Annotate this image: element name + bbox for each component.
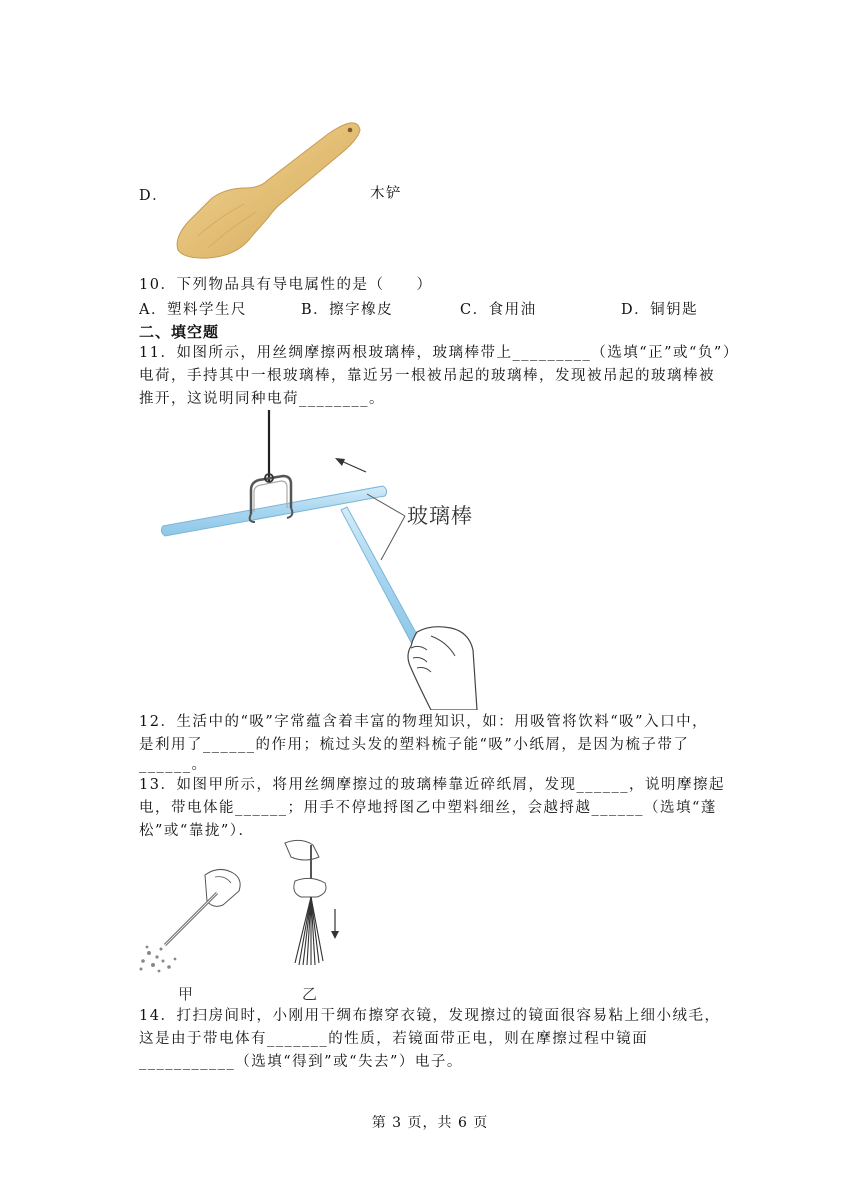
question-14-line-2: 这是由于带电体有_______的性质，若镜面带正电，则在摩擦过程中镜面 [139, 1031, 649, 1047]
wooden-spatula-image [168, 118, 368, 263]
option-c: C．食用油 [460, 302, 537, 318]
question-11-line-3: 推开，这说明同种电荷________。 [139, 391, 385, 407]
page-footer: 第 3 页，共 6 页 [371, 1115, 489, 1131]
option-a: A．塑料学生尺 [139, 302, 247, 318]
question-11-line-1: 11．如图所示，用丝绸摩擦两根玻璃棒，玻璃棒带上_________（选填“正”或“负”） [139, 345, 739, 361]
question-10-options [139, 298, 739, 320]
glass-rod-label: 玻璃棒 [407, 504, 473, 528]
question-14-line-3: ___________（选填“得到”或“失去”）电子。 [139, 1054, 463, 1070]
question-14-line-1: 14．打扫房间时，小刚用干绸布擦穿衣镜，发现擦过的镜面很容易粘上细小绒毛， [139, 1008, 721, 1024]
comb-hair-figure [135, 835, 365, 975]
question-13-line-3: 松”或“靠拢”）． [139, 823, 255, 839]
option-b: B．擦字橡皮 [301, 302, 394, 318]
option-d: D．铜钥匙 [621, 302, 699, 318]
question-12-line-2: 是利用了______的作用；梳过头发的塑料梳子能“吸”小纸屑，是因为梳子带了 [139, 737, 690, 753]
question-12-line-1: 12．生活中的“吸”字常蕴含着丰富的物理知识，如：用吸管将饮料“吸”入口中， [139, 714, 709, 730]
question-12-line-3: ______。 [139, 757, 208, 773]
section-heading: 二、填空题 [139, 323, 220, 341]
question-10-stem: 10．下列物品具有导电属性的是（ ） [139, 277, 433, 293]
figure-jia-label: 甲 [178, 985, 194, 1003]
option-d-letter: D． [139, 188, 169, 204]
figure-yi-label: 乙 [302, 985, 318, 1003]
glass-rods-figure [155, 410, 495, 710]
option-d-caption: 木铲 [370, 186, 402, 202]
question-11-line-2: 电荷，手持其中一根玻璃棒，靠近另一根被吊起的玻璃棒，发现被吊起的玻璃棒被 [139, 368, 715, 384]
question-13-line-2: 电，带电体能______；用手不停地捋图乙中塑料细丝，会越捋越______（选填“蓬 [139, 800, 717, 816]
question-13-line-1: 13．如图甲所示，将用丝绸摩擦过的玻璃棒靠近碎纸屑，发现______，说明摩擦起 [139, 777, 725, 793]
